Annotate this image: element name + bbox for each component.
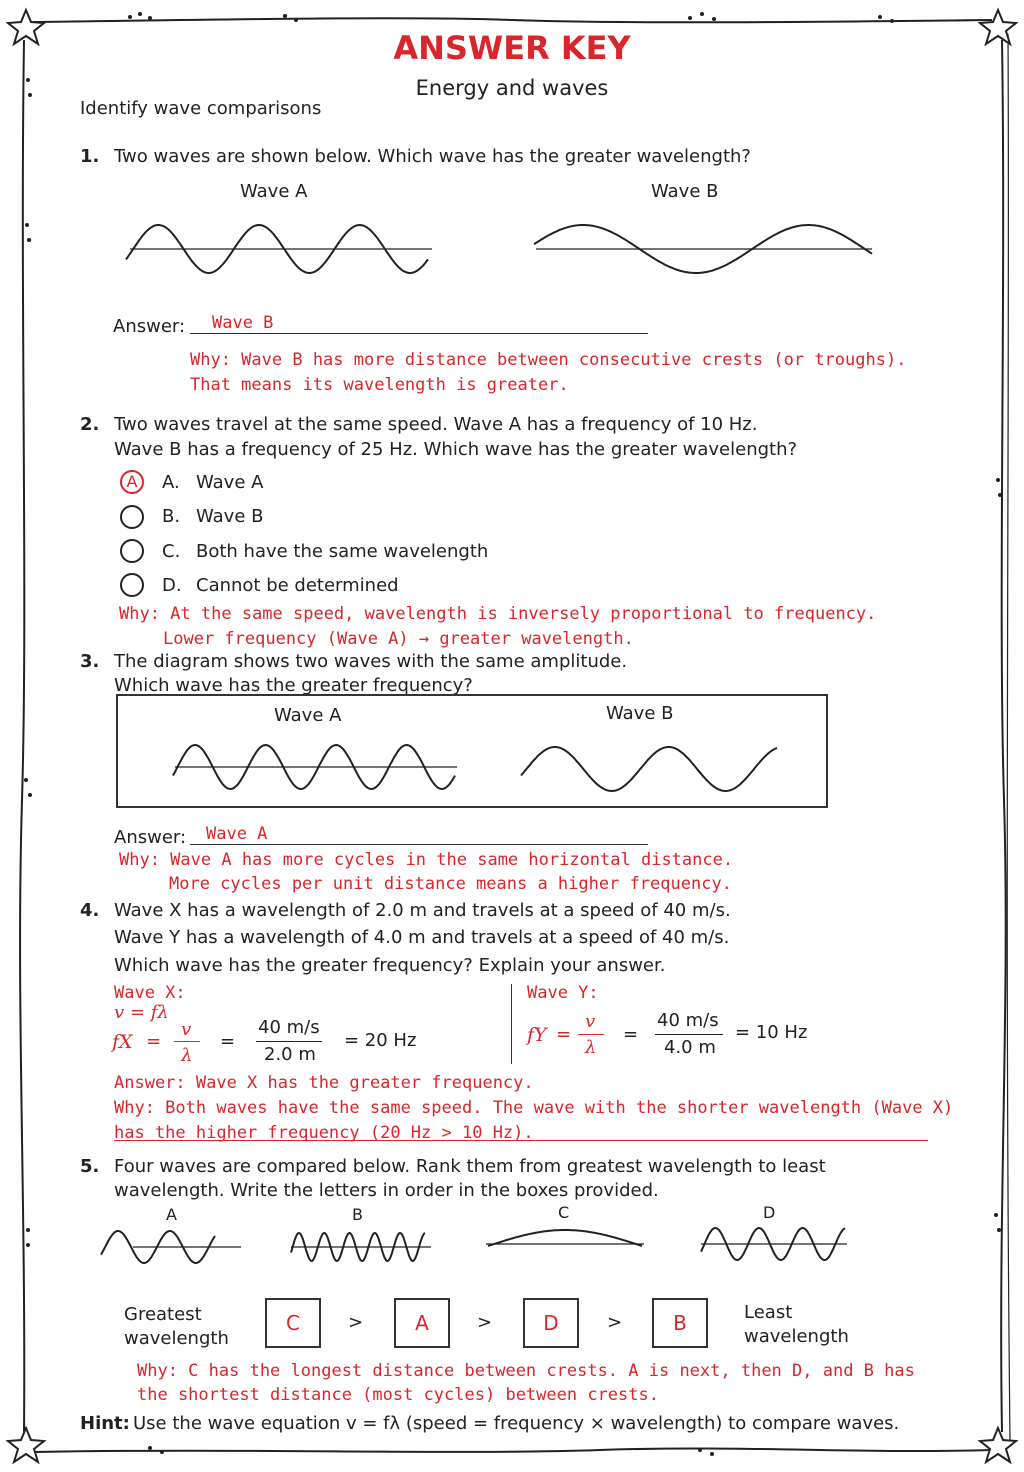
q5-greater-than-3: >: [607, 1312, 623, 1333]
q5-greater-than-2: >: [477, 1312, 493, 1333]
q2-number: 2.: [80, 414, 100, 435]
q1-why-line-2: That means its wavelength is greater.: [190, 375, 569, 395]
q5-greater-than-1: >: [348, 1312, 364, 1333]
q2-option-d-text: Cannot be determined: [196, 575, 399, 596]
q5-wave-c-label: C: [558, 1203, 570, 1222]
q2-option-c-letter: C.: [162, 541, 181, 562]
q2-option-a-letter: A.: [162, 472, 180, 493]
q4-number: 4.: [80, 900, 100, 921]
q4-y-equals-2: =: [623, 1024, 639, 1045]
q4-divider: [511, 984, 512, 1064]
q2-option-a-radio[interactable]: A: [120, 470, 144, 494]
q1-wave-a-label: Wave A: [240, 181, 308, 202]
q2-option-b-radio[interactable]: [120, 505, 144, 529]
q2-option-a-text: Wave A: [196, 472, 264, 493]
q4-wave-x-heading: Wave X:: [114, 983, 186, 1003]
q4-y-equals-1: =: [556, 1024, 572, 1045]
q5-text-line-1: Four waves are compared below. Rank them from greatest wavelength to least: [114, 1156, 826, 1177]
q4-wave-y-heading: Wave Y:: [527, 983, 599, 1003]
hint-text: Use the wave equation v = fλ (speed = frequency × wavelength) to compare waves.: [133, 1413, 900, 1434]
q5-least-label-1: Least: [744, 1302, 793, 1323]
q2-option-c-text: Both have the same wavelength: [196, 541, 489, 562]
q3-number: 3.: [80, 651, 100, 672]
q4-x-numerator: 40 m/s: [258, 1017, 320, 1038]
q3-why-line-1: Why: Wave A has more cycles in the same horizontal distance.: [119, 850, 734, 870]
q2-text-line-2: Wave B has a frequency of 25 Hz. Which wave has the greater wavelength?: [114, 439, 798, 460]
q5-rank-box-4[interactable]: B: [652, 1298, 708, 1348]
q5-rank-box-3[interactable]: D: [523, 1298, 579, 1348]
q2-why-line-2: Lower frequency (Wave A) → greater wavelength.: [163, 629, 634, 649]
q1-wave-a-diagram: [120, 210, 440, 280]
q5-wave-c-diagram: [480, 1220, 650, 1270]
q4-y-lambda: λ: [585, 1037, 597, 1058]
q3-wave-a-label: Wave A: [274, 705, 342, 726]
q3-answer: Wave A: [206, 824, 268, 844]
q2-text-line-1: Two waves travel at the same speed. Wave A has a frequency of 10 Hz.: [114, 414, 758, 435]
section-heading: Identify wave comparisons: [80, 98, 322, 119]
q4-why-line-2: has the higher frequency (20 Hz > 10 Hz).: [114, 1123, 534, 1143]
q4-text-line-1: Wave X has a wavelength of 2.0 m and travels at a speed of 40 m/s.: [114, 900, 731, 921]
q4-x-fraction-bar-2: [256, 1041, 322, 1042]
q3-wave-a-diagram: [165, 735, 465, 800]
q1-answer: Wave B: [212, 313, 274, 333]
q4-x-denominator: 2.0 m: [264, 1044, 316, 1065]
q5-greatest-label-2: wavelength: [124, 1328, 229, 1349]
q3-wave-b-label: Wave B: [606, 703, 674, 724]
q2-why-line-1: Why: At the same speed, wavelength is inversely proportional to frequency.: [119, 604, 877, 624]
q5-wave-b-label: B: [352, 1205, 363, 1224]
q3-text-line-1: The diagram shows two waves with the same amplitude.: [114, 651, 628, 672]
q5-least-label-2: wavelength: [744, 1326, 849, 1347]
q3-wave-b-diagram: [515, 735, 785, 800]
q4-equation: v = fλ: [114, 1002, 169, 1023]
q5-number: 5.: [80, 1156, 100, 1177]
q2-option-d-letter: D.: [162, 575, 182, 596]
hint-label: Hint:: [80, 1413, 130, 1434]
q4-answer-line: [114, 1140, 928, 1141]
q4-x-v: v: [181, 1019, 192, 1040]
q4-y-fraction-bar-1: [578, 1034, 604, 1035]
q5-wave-d-diagram: [695, 1222, 855, 1267]
q4-text-line-3: Which wave has the greater frequency? Explain your answer.: [114, 955, 666, 976]
q4-y-fraction-bar-2: [655, 1034, 723, 1035]
q5-why-line-2: the shortest distance (most cycles) between crests.: [137, 1385, 659, 1405]
q4-x-fraction-bar-1: [174, 1041, 200, 1042]
q4-y-v: v: [585, 1011, 596, 1032]
q5-wave-a-diagram: [95, 1225, 245, 1270]
q5-rank-box-2[interactable]: A: [394, 1298, 450, 1348]
q4-fy-symbol: fY: [527, 1024, 547, 1046]
page-subtitle: Energy and waves: [415, 76, 609, 100]
q5-wave-b-diagram: [285, 1225, 435, 1270]
q5-wave-a-label: A: [166, 1205, 177, 1224]
q4-x-result: = 20 Hz: [344, 1030, 417, 1051]
q4-y-result: = 10 Hz: [735, 1022, 808, 1043]
q2-option-b-letter: B.: [162, 506, 181, 527]
q1-wave-b-diagram: [528, 210, 878, 280]
q5-why-line-1: Why: C has the longest distance between crests. A is next, then D, and B has: [137, 1361, 915, 1381]
q5-rank-box-1[interactable]: C: [265, 1298, 321, 1348]
q2-option-b-text: Wave B: [196, 506, 264, 527]
q5-greatest-label-1: Greatest: [124, 1304, 202, 1325]
q4-x-lambda: λ: [181, 1045, 193, 1066]
q3-text-line-2: Which wave has the greater frequency?: [114, 675, 473, 696]
q4-answer: Answer: Wave X has the greater frequency.: [114, 1073, 534, 1093]
q3-answer-label: Answer:: [114, 827, 187, 848]
q3-why-line-2: More cycles per unit distance means a higher frequency.: [169, 874, 732, 894]
q2-option-c-radio[interactable]: [120, 539, 144, 563]
q2-option-d-radio[interactable]: [120, 573, 144, 597]
q4-why-line-1: Why: Both waves have the same speed. The wave with the shorter wavelength (Wave X): [114, 1098, 954, 1118]
q5-text-line-2: wavelength. Write the letters in order in the boxes provided.: [114, 1180, 659, 1201]
q4-y-numerator: 40 m/s: [657, 1010, 719, 1031]
q1-why-line-1: Why: Wave B has more distance between consecutive crests (or troughs).: [190, 350, 907, 370]
page-title: ANSWER KEY: [393, 29, 631, 67]
q1-wave-b-label: Wave B: [651, 181, 719, 202]
q1-number: 1.: [80, 146, 100, 167]
q4-x-equals-2: =: [220, 1031, 236, 1052]
q4-y-denominator: 4.0 m: [664, 1037, 716, 1058]
q4-fx-symbol: fX: [112, 1031, 133, 1053]
q4-x-equals-1: =: [146, 1031, 162, 1052]
q1-text: Two waves are shown below. Which wave has the greater wavelength?: [114, 146, 751, 167]
q1-answer-label: Answer:: [113, 316, 186, 337]
q4-text-line-2: Wave Y has a wavelength of 4.0 m and travels at a speed of 40 m/s.: [114, 927, 730, 948]
q5-wave-d-label: D: [763, 1203, 776, 1222]
